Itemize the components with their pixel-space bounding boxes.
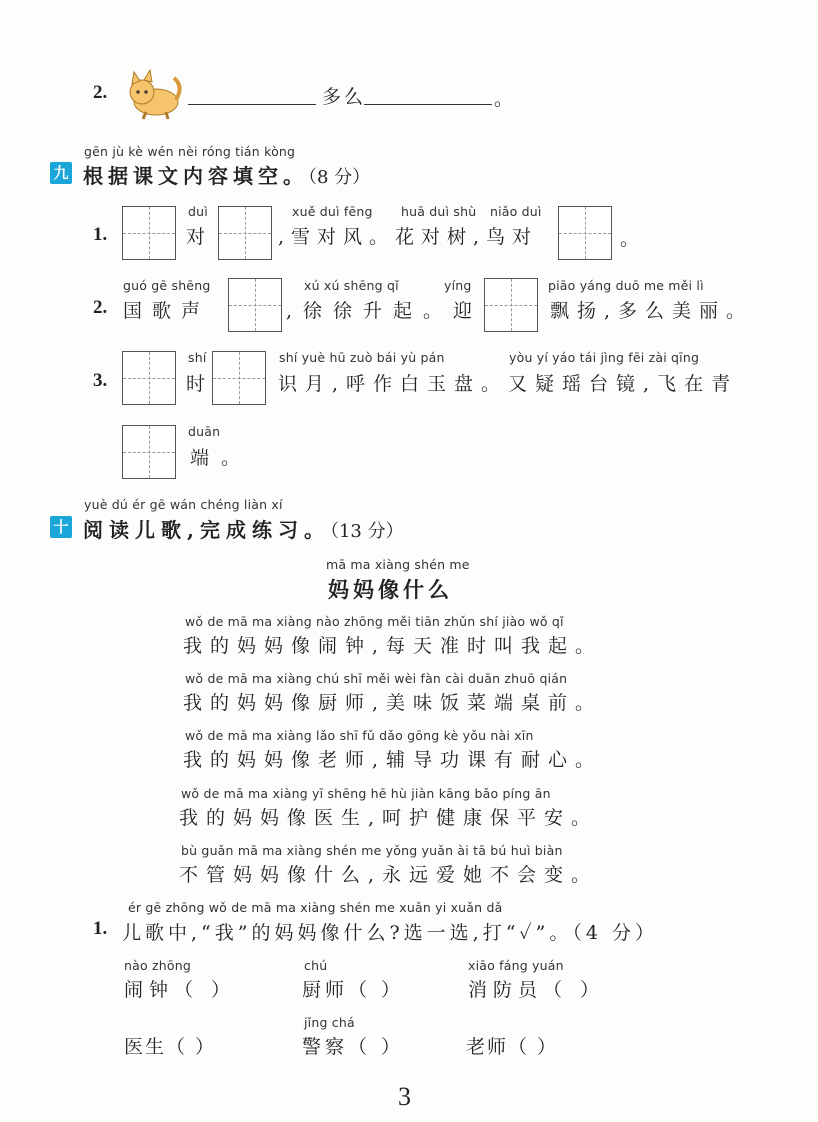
section-badge: 九 xyxy=(50,162,72,184)
pinyin: xuě duì fēng xyxy=(292,204,373,219)
text: 飘扬,多么美丽。 xyxy=(550,300,754,322)
text: 端。 xyxy=(190,447,253,469)
section-title: 根据课文内容填空。（8 分） xyxy=(83,164,371,188)
poem-pinyin: bù guǎn mā ma xiàng shén me yǒng yuǎn ài tā bú huì biàn xyxy=(181,843,563,858)
poem-pinyin: wǒ de mā ma xiàng nào zhōng měi tiān zhǔn shí jiào wǒ qǐ xyxy=(185,614,564,629)
poem-title-pinyin: mā ma xiàng shén me xyxy=(326,557,470,572)
option-xiao-fang-yuan[interactable]: 消防员（ ） xyxy=(468,979,606,1001)
answer-blank[interactable] xyxy=(364,103,492,105)
section-pinyin: yuè dú ér gē wán chéng liàn xí xyxy=(84,497,283,512)
question-number: 1. xyxy=(93,224,108,245)
period: 。 xyxy=(494,88,517,110)
question-number: 2. xyxy=(93,82,108,103)
poem-pinyin: wǒ de mā ma xiàng yī shēng hē hù jiàn kāng bǎo píng ān xyxy=(181,786,551,801)
option-pinyin: chú xyxy=(304,958,328,973)
poem-line: 我的妈妈像老师,辅导功课有耐心。 xyxy=(183,749,603,771)
pinyin: guó gē shēng xyxy=(123,278,211,293)
pinyin: shí xyxy=(188,350,207,365)
question-pinyin: ér gē zhōng wǒ de mā ma xiàng shén me xuǎn yi xuǎn dǎ xyxy=(128,900,503,915)
tianzige-box[interactable] xyxy=(212,351,266,405)
option-pinyin: nào zhōng xyxy=(124,958,191,973)
poem-pinyin: wǒ de mā ma xiàng lǎo shī fǔ dǎo gōng kè yǒu nài xīn xyxy=(185,728,534,743)
pinyin: duān xyxy=(188,424,221,439)
tianzige-box[interactable] xyxy=(122,425,176,479)
tianzige-box[interactable] xyxy=(218,206,272,260)
section-title: 阅读儿歌,完成练习。（13 分） xyxy=(83,518,404,542)
question-number: 3. xyxy=(93,370,108,391)
pinyin: xú xú shēng qǐ xyxy=(304,278,399,293)
option-yi-sheng[interactable]: 医生（ ） xyxy=(124,1036,217,1058)
section-badge: 十 xyxy=(50,516,72,538)
text: 时 xyxy=(186,373,209,395)
poem-line: 我的妈妈像医生,呵护健康保平安。 xyxy=(179,807,599,829)
answer-blank[interactable] xyxy=(188,103,316,105)
option-pinyin: jǐng chá xyxy=(304,1015,355,1030)
poem-line: 不管妈妈像什么,永远爱她不会变。 xyxy=(179,864,599,886)
option-pinyin: xiāo fáng yuán xyxy=(468,958,564,973)
poem-pinyin: wǒ de mā ma xiàng chú shī měi wèi fàn cài duān zhuō qián xyxy=(185,671,568,686)
pinyin: shí yuè hū zuò bái yù pán xyxy=(279,350,445,365)
pinyin: huā duì shù xyxy=(401,204,477,219)
poem-title: 妈妈像什么 xyxy=(328,577,453,602)
text: 对 xyxy=(186,226,209,248)
section-pinyin: gēn jù kè wén nèi róng tián kòng xyxy=(84,144,296,159)
option-lao-shi[interactable]: 老师（ ） xyxy=(466,1036,559,1058)
question-number: 2. xyxy=(93,297,108,318)
option-chu-shi[interactable]: 厨师（ ） xyxy=(302,979,405,1001)
pinyin: yòu yí yáo tái jìng fēi zài qīng xyxy=(509,350,700,365)
tianzige-box[interactable] xyxy=(558,206,612,260)
pinyin: niǎo duì xyxy=(490,204,542,219)
text: 识月,呼作白玉盘。又疑瑶台镜,飞在青 xyxy=(278,373,739,395)
pinyin: yíng xyxy=(444,278,472,293)
tianzige-box[interactable] xyxy=(122,351,176,405)
text: ,徐徐升起。迎 xyxy=(286,300,484,322)
tianzige-box[interactable] xyxy=(484,278,538,332)
tianzige-box[interactable] xyxy=(228,278,282,332)
text-duome: 多么 xyxy=(322,86,367,108)
option-jing-cha[interactable]: 警察（ ） xyxy=(302,1036,405,1058)
page-number: 3 xyxy=(398,1082,411,1111)
question-number: 1. xyxy=(93,918,108,939)
cat-illustration xyxy=(122,64,184,122)
question-text: 儿歌中,“我”的妈妈像什么?选一选,打“✓”。（4 分） xyxy=(122,922,659,944)
pinyin: duì xyxy=(188,204,208,219)
poem-line: 我的妈妈像厨师,美味饭菜端桌前。 xyxy=(183,692,603,714)
pinyin: piāo yáng duō me měi lì xyxy=(548,278,704,293)
option-nao-zhong[interactable]: 闹钟（ ） xyxy=(124,979,237,1001)
tianzige-box[interactable] xyxy=(122,206,176,260)
text: 国歌声 xyxy=(123,300,211,322)
text: ,雪对风。花对树,鸟对 xyxy=(278,226,539,248)
poem-line: 我的妈妈像闹钟,每天准时叫我起。 xyxy=(183,635,603,657)
period: 。 xyxy=(620,228,643,250)
